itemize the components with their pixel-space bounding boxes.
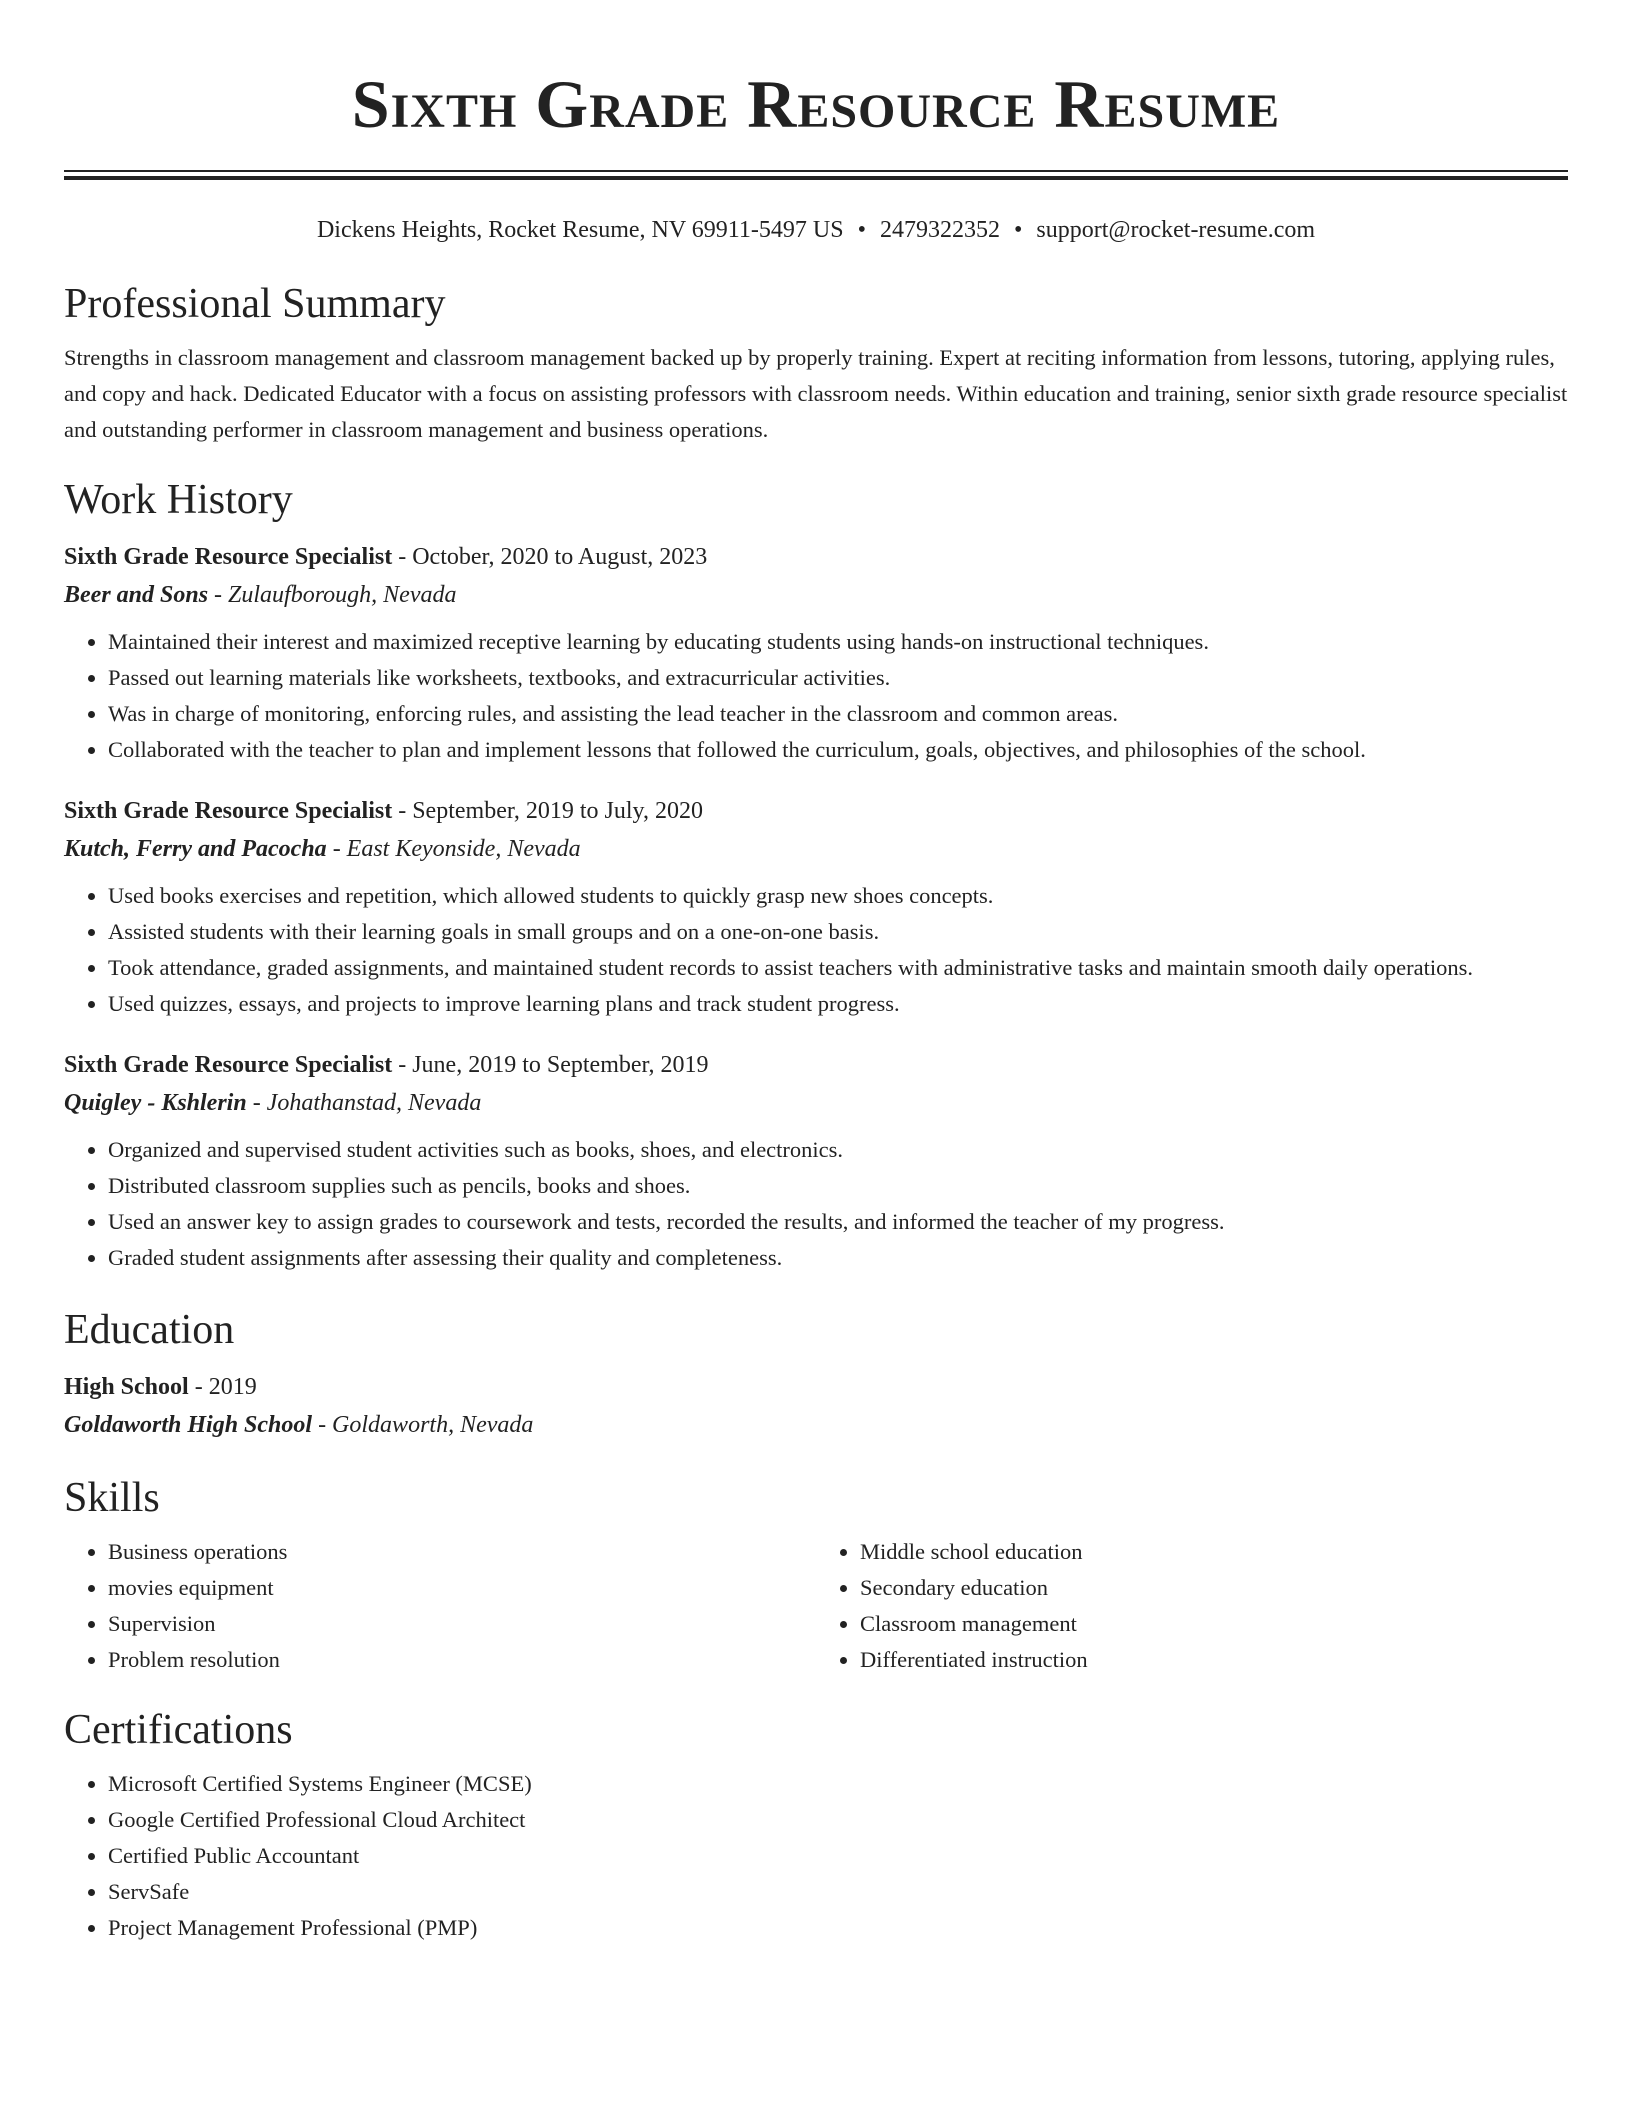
job-title: Sixth Grade Resource Specialist [64,1052,393,1078]
contact-line [64,214,1568,246]
contact-separator: • [1013,217,1023,243]
job-bullet: • Used books exercises and repetition, which allowed students to quickly grasp new shoes concepts. [108,878,1568,914]
title-divider [64,170,1568,180]
job-location: - East Keyonside, Nevada [326,836,581,862]
job-bullet: • Was in charge of monitoring, enforcing rules, and assisting the lead teacher in the classroom and common areas. [108,696,1568,732]
resume-title: Sixth Grade Resource Resume [351,66,1281,142]
skill-item: • Problem resolution [108,1642,816,1678]
skills-heading: Skills [64,1475,160,1521]
skill-item: • Classroom management [860,1606,1568,1642]
job-title-line [64,792,1568,830]
job-company: Beer and Sons [64,582,209,608]
education-school-line [64,1406,1568,1444]
job-company-line [64,1084,1568,1122]
certification-item: • ServSafe [108,1874,1568,1910]
job-company: Quigley - Kshlerin [64,1090,247,1116]
job-bullet: • Graded student assignments after assessing their quality and completeness. [108,1240,1568,1276]
skill-item: • Differentiated instruction [860,1642,1568,1678]
job-company: Kutch, Ferry and Pacocha [64,836,327,862]
certifications-list [64,1766,1568,1946]
contact-address: Dickens Heights, Rocket Resume, NV 69911-5497 US [316,217,844,243]
certifications-heading: Certifications [64,1707,293,1753]
job-title-line [64,1046,1568,1084]
job-bullet: • Assisted students with their learning goals in small groups and on a one-on-one basis. [108,914,1568,950]
job-bullet: • Collaborated with the teacher to plan and implement lessons that followed the curriculum, goals, objectives, and philosophies of the school. [108,732,1568,768]
job-bullets [64,878,1568,1022]
certification-item: • Google Certified Professional Cloud Architect [108,1802,1568,1838]
job-entry [64,1046,1568,1276]
skill-item: • Middle school education [860,1534,1568,1570]
skills-left-list [64,1534,816,1678]
contact-separator: • [857,217,866,243]
education-year: - 2019 [188,1374,257,1400]
job-company-line [64,830,1568,868]
contact-email: support@rocket-resume.com [1036,217,1316,243]
job-bullet: • Maintained their interest and maximized receptive learning by educating students using hands-on instructional techniques. [108,624,1568,660]
job-title-line [64,538,1568,576]
work-history-heading: Work History [64,477,293,523]
job-dates: - September, 2019 to July, 2020 [392,798,703,824]
job-bullet: • Passed out learning materials like worksheets, textbooks, and extracurricular activities. [108,660,1568,696]
job-dates: - June, 2019 to September, 2019 [392,1052,709,1078]
job-entry [64,538,1568,768]
education-degree: High School [64,1374,189,1400]
summary-text: Strengths in classroom management and classroom management backed up by properly training. Expert at reciting information from lessons, tutoring, applying rules, and copy and hack. Dedicated Educator with a focus on assisting professors with classroom needs. Within education and training, senior sixth grade resource specialist and outstanding performer in classroom management and business operations. [64,345,1568,442]
education-school: Goldaworth High School [64,1412,313,1438]
job-title: Sixth Grade Resource Specialist [64,544,393,570]
job-bullet: • Used an answer key to assign grades to coursework and tests, recorded the results, and informed the teacher of my progress. [108,1204,1568,1240]
job-dates: - October, 2020 to August, 2023 [392,544,708,570]
summary-heading: Professional Summary [64,281,446,327]
job-bullet: • Used quizzes, essays, and projects to improve learning plans and track student progress. [108,986,1568,1022]
education-heading: Education [64,1307,235,1353]
contact-phone: 2479322352 [879,217,1000,243]
job-title: Sixth Grade Resource Specialist [64,798,393,824]
job-bullet: • Took attendance, graded assignments, and maintained student records to assist teachers with administrative tasks and maintain smooth daily operations. [108,950,1568,986]
job-location: - Johathanstad, Nevada [246,1090,482,1116]
certification-item: • Certified Public Accountant [108,1838,1568,1874]
skill-item: • Secondary education [860,1570,1568,1606]
certification-item: • Microsoft Certified Systems Engineer (MCSE) [108,1766,1568,1802]
job-location: - Zulaufborough, Nevada [208,582,457,608]
job-company-line [64,576,1568,614]
job-bullets [64,624,1568,768]
skill-item: • Supervision [108,1606,816,1642]
job-bullet: • Organized and supervised student activities such as books, shoes, and electronics. [108,1132,1568,1168]
education-degree-line [64,1368,1568,1406]
resume-page [64,0,1568,1946]
job-bullets [64,1132,1568,1276]
skills-right-list [816,1534,1568,1678]
skills-columns [64,1534,1568,1678]
skill-item: • movies equipment [108,1570,816,1606]
education-location: - Goldaworth, Nevada [312,1412,534,1438]
certification-item: • Project Management Professional (PMP) [108,1910,1568,1946]
job-bullet: • Distributed classroom supplies such as pencils, books and shoes. [108,1168,1568,1204]
job-entry [64,792,1568,1022]
skill-item: • Business operations [108,1534,816,1570]
education-entry [64,1368,1568,1444]
